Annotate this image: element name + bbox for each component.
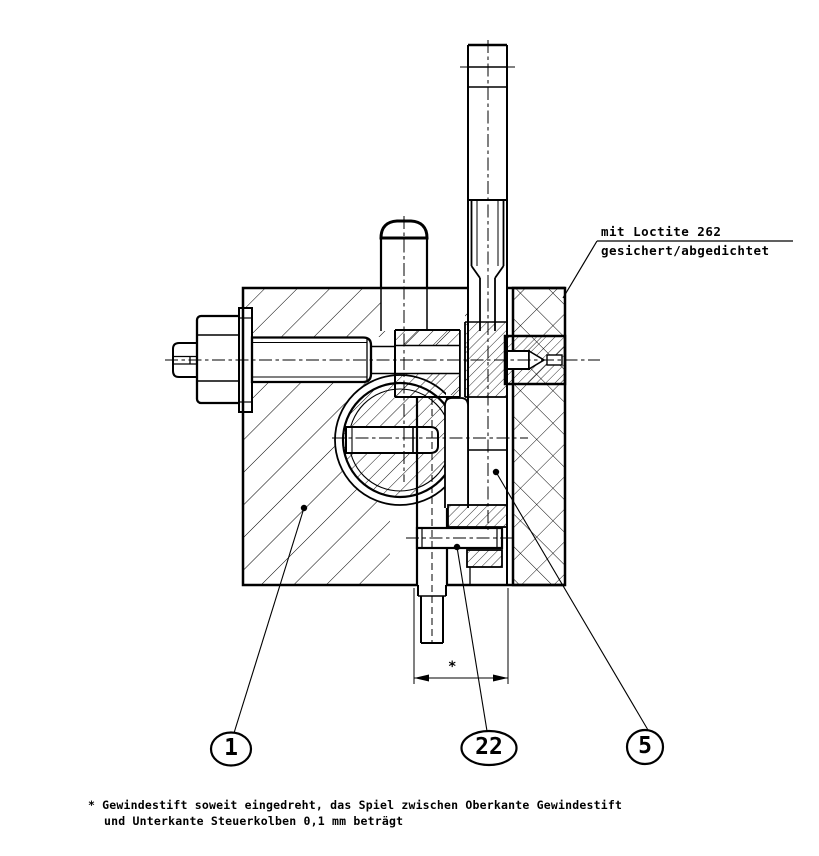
right-block	[513, 288, 565, 585]
guide-collar	[395, 330, 465, 397]
inner-screw	[346, 427, 438, 453]
loctite-annotation-line2: gesichert/abgedichtet	[601, 243, 770, 258]
loctite-annotation-line1: mit Loctite 262	[601, 224, 722, 239]
balloon-22: 22	[475, 733, 503, 760]
dimension-asterisk-label: *	[448, 659, 457, 675]
balloon-5: 5	[638, 732, 652, 759]
dimension	[414, 588, 508, 684]
footnote-line1	[88, 799, 622, 812]
footnote-line1-text: Gewindestift soweit eingedreht, das Spiel zwischen Oberkante Gewindestift	[102, 798, 623, 812]
footnote-line2: und Unterkante Steuerkolben 0,1 mm beträgt	[104, 814, 404, 828]
balloon-1: 1	[224, 734, 238, 761]
footnote-marker: *	[88, 798, 96, 812]
top-boss	[381, 221, 427, 289]
